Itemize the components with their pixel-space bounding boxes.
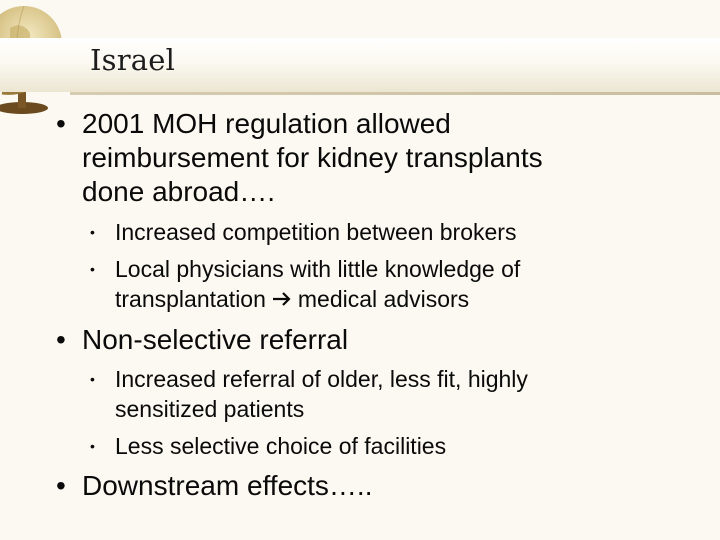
bullet-1-sub-1-line-1: Increased competition between brokers (115, 219, 517, 245)
bullet-2-sub-1-line-2: sensitized patients (115, 396, 305, 422)
bullet-1-sub-2-line-2-text: transplantation (115, 286, 266, 312)
bullet-2-sub-2-line-1: Less selective choice of facilities (115, 433, 447, 459)
bullet-2-sub-1 (0, 364, 720, 424)
bullet-1-sub-2 (0, 254, 720, 314)
bullet-1-sub-2-line-2 (115, 284, 469, 314)
bullet-1-marker: • (56, 108, 66, 139)
bullet-2-sub-1-line-1: Increased referral of older, less fit, highly (115, 366, 528, 392)
bullet-1 (0, 107, 720, 209)
bullet-1-sub-2-marker: • (90, 261, 95, 277)
bullet-1-sub-1 (0, 217, 720, 247)
bullet-1-line-1: 2001 MOH regulation allowed (82, 108, 451, 139)
slide-title: Israel (90, 43, 176, 77)
bullet-2-sub-2 (0, 431, 720, 461)
bullet-1-sub-2-line-2-tail: medical advisors (297, 286, 470, 312)
bullet-1-sub-2-line-1: Local physicians with little knowledge of (115, 256, 521, 282)
bullet-1-sub-1-marker: • (90, 224, 95, 240)
right-arrow-icon (272, 291, 292, 307)
bullet-1-line-2: reimbursement for kidney transplants (82, 142, 543, 173)
bullet-2-sub-1-marker: • (90, 371, 95, 387)
bullet-3-marker: • (56, 470, 66, 501)
bullet-3 (0, 469, 720, 503)
bullet-2-marker: • (56, 324, 66, 355)
bullet-2-line-1: Non-selective referral (82, 324, 349, 355)
bullet-3-line-1: Downstream effects….. (82, 470, 373, 501)
bullet-1-line-3: done abroad…. (82, 176, 276, 207)
bullet-2 (0, 323, 720, 357)
bullet-2-sub-2-marker: • (90, 438, 95, 454)
